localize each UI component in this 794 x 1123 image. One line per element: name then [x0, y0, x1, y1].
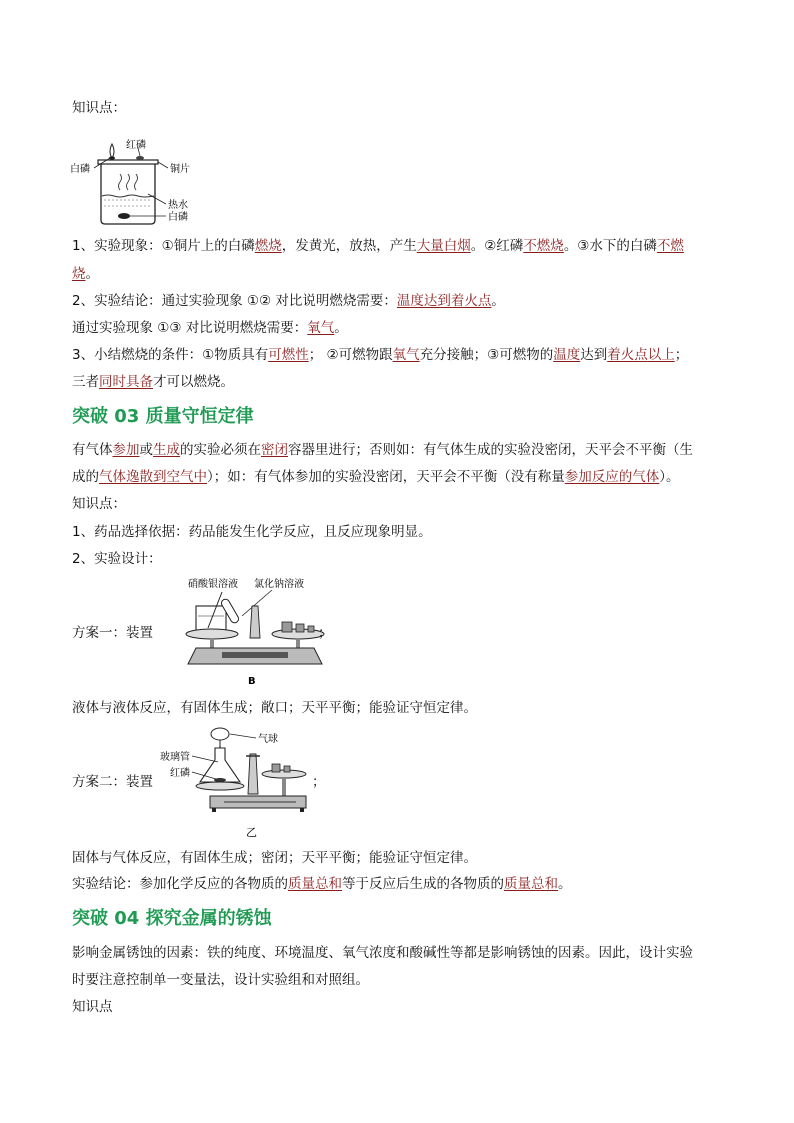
answer-blank: 氧气 [392, 347, 420, 363]
answer-blank: 质量总和 [504, 876, 558, 892]
fig-label-white-phosphorus-top: 白磷 [70, 164, 90, 175]
answer-blank: 燃烧 [254, 238, 282, 254]
corrosion-factors-line-1: 影响金属锈蚀的因素：铁的纯度、环境温度、氧气浓度和酸碱性等都是影响锈蚀的因素。因此，设计实验 [72, 945, 693, 961]
plan-1-description: 液体与液体反应，有固体生成；敞口；天平平衡；能验证守恒定律。 [72, 700, 477, 716]
fig-label-balloon: 气球 [258, 734, 278, 745]
answer-blank: 以上 [647, 347, 675, 363]
intro-line-2: 成的气体逸散到空气中）；如：有气体参加的实验没密闭，天平会不平衡（没有称量参加反应的气体）。 [72, 469, 680, 485]
summary-line: 3、小结燃烧的条件：①物质具有可燃性； ②可燃物跟氧气充分接触；③可燃物的温度达到着火点以上； [72, 347, 689, 363]
answer-blank: 同时具备 [99, 374, 153, 390]
item-experiment-design: 2、实验设计： [72, 551, 162, 567]
plan-1-label: 方案一：装置 [72, 625, 153, 641]
answer-blank: 温度 [553, 347, 581, 363]
answer-blank: 温度达到着火点 [396, 293, 492, 309]
answer-blank: 着火点 [607, 347, 648, 363]
knowledge-point-label: 知识点： [72, 100, 126, 116]
item-reagent-selection: 1、药品选择依据：药品能发生化学反应，且反应现象明显。 [72, 524, 432, 540]
conclusion-line-2: 通过实验现象 ①③ 对比说明燃烧需要：氧气。 [72, 320, 348, 336]
answer-blank: 烧 [72, 266, 86, 282]
corrosion-factors-line-2: 时要注意控制单一变量法，设计实验组和对照组。 [72, 972, 369, 988]
fig-label-silver-nitrate: 硝酸银溶液 [188, 579, 238, 590]
answer-blank: 不燃 [656, 238, 684, 254]
answer-blank: 生成 [153, 442, 180, 458]
plan-2-balance-figure [160, 724, 310, 840]
section-heading-03: 突破 03 质量守恒定律 [72, 406, 254, 427]
knowledge-point-label-3: 知识点 [72, 999, 113, 1015]
mass-conclusion-line: 实验结论：参加化学反应的各物质的质量总和等于反应后生成的各物质的质量总和。 [72, 876, 572, 892]
plan-1-balance-figure [182, 576, 328, 688]
answer-blank: 氧气 [307, 320, 335, 336]
fig-caption-b: B [248, 676, 256, 687]
fig-label-red-phosphorus-2: 红磷 [170, 768, 190, 779]
answer-blank: 参加反应的气体 [564, 469, 660, 485]
phenomenon-line: 1、实验现象：①铜片上的白磷燃烧，发黄光，放热，产生大量白烟。②红磷不燃烧。③水下的白磷不燃 [72, 238, 684, 254]
knowledge-point-label-2: 知识点： [72, 496, 126, 512]
summary-line-cont: 三者同时具备才可以燃烧。 [72, 374, 234, 390]
combustion-apparatus-figure [68, 136, 198, 228]
answer-blank: 参加 [112, 442, 140, 458]
fig-caption-yi: 乙 [246, 826, 257, 839]
plan-1-semicolon: ； [318, 625, 332, 641]
plan-2-semicolon: ； [312, 774, 326, 790]
phenomenon-line-cont: 烧。 [72, 266, 99, 282]
answer-blank: 不燃烧 [523, 238, 564, 254]
fig-label-white-phosphorus-bottom: 白磷 [168, 212, 188, 223]
intro-line-1: 有气体参加或生成的实验必须在密闭容器里进行；否则如：有气体生成的实验没密闭，天平会不平衡（生 [72, 442, 693, 458]
fig-label-copper-plate: 铜片 [170, 164, 190, 175]
fig-label-glass-tube: 玻璃管 [160, 752, 190, 763]
fig-label-hot-water: 热水 [168, 200, 188, 211]
fig-label-red-phosphorus: 红磷 [126, 140, 146, 151]
section-heading-04: 突破 04 探究金属的锈蚀 [72, 908, 272, 929]
answer-blank: 气体逸散到空气中 [99, 469, 207, 485]
answer-blank: 可燃性 [268, 347, 309, 363]
conclusion-line-1: 2、实验结论：通过实验现象 ①② 对比说明燃烧需要：温度达到着火点。 [72, 293, 505, 309]
plan-2-label: 方案二：装置 [72, 774, 153, 790]
answer-blank: 大量白烟 [416, 238, 471, 254]
plan-2-description: 固体与气体反应，有固体生成；密闭；天平平衡；能验证守恒定律。 [72, 850, 477, 866]
answer-blank: 密闭 [261, 442, 288, 458]
fig-label-sodium-chloride: 氯化钠溶液 [254, 579, 304, 590]
answer-blank: 质量总和 [288, 876, 342, 892]
